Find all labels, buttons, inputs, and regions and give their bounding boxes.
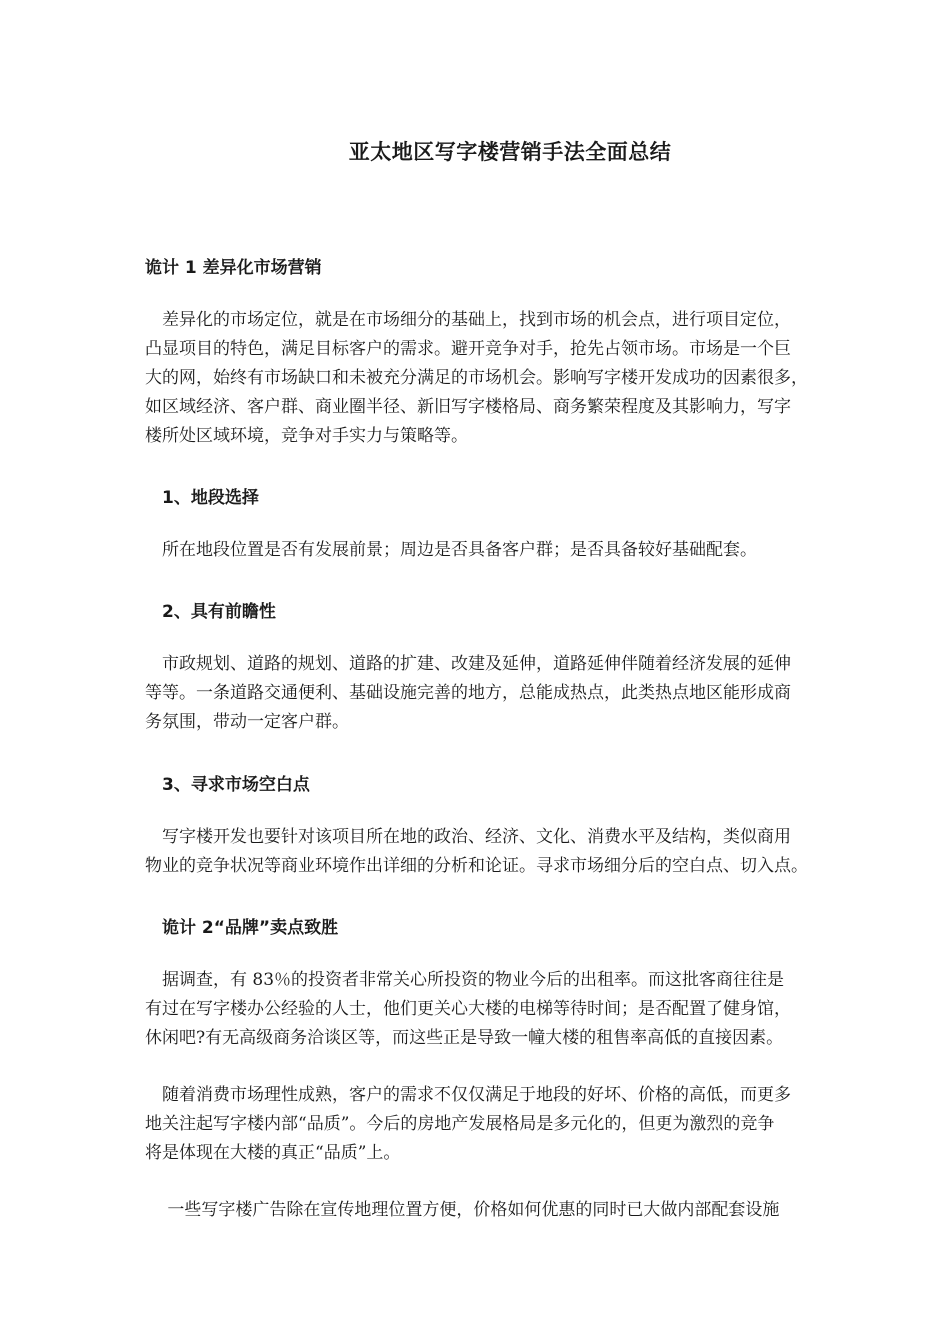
paragraph-line: 一些写字楼广告除在宣传地理位置方便，价格如何优惠的同时已大做内部配套设施 — [145, 1200, 780, 1220]
paragraph-line: 等等。一条道路交通便利、基础设施完善的地方，总能成热点，此类热点地区能形成商 — [145, 683, 791, 703]
item2-heading: 2、具有前瞻性 — [162, 602, 276, 622]
section1-heading: 诡计 1 差异化市场营销 — [145, 258, 322, 278]
paragraph-line: 将是体现在大楼的真正“品质”上。 — [145, 1143, 401, 1163]
item1-heading: 1、地段选择 — [162, 488, 259, 508]
section2-paragraph-2 — [145, 1081, 890, 1168]
paragraph-line: 据调查，有 83％的投资者非常关心所投资的物业今后的出租率。而这批客商往往是 — [145, 970, 785, 990]
document-title: 亚太地区写字楼营销手法全面总结 — [348, 140, 672, 164]
paragraph-line: 务氛围，带动一定客户群。 — [145, 712, 349, 732]
item1-paragraph — [145, 536, 890, 565]
section2-paragraph-3 — [145, 1196, 890, 1225]
paragraph-line: 凸显项目的特色，满足目标客户的需求。避开竞争对手，抢先占领市场。市场是一个巨 — [145, 339, 791, 359]
item3-paragraph — [145, 823, 890, 881]
paragraph-line: 物业的竞争状况等商业环境作出详细的分析和论证。寻求市场细分后的空白点、切入点。 — [145, 856, 808, 876]
paragraph-line: 写字楼开发也要针对该项目所在地的政治、经济、文化、消费水平及结构，类似商用 — [145, 827, 791, 847]
paragraph-line: 地关注起写字楼内部“品质”。今后的房地产发展格局是多元化的，但更为激烈的竞争 — [145, 1114, 775, 1134]
paragraph-line: 大的网，始终有市场缺口和未被充分满足的市场机会。影响写字楼开发成功的因素很多， — [145, 368, 808, 388]
paragraph-line: 休闲吧?有无高级商务洽谈区等，而这些正是导致一幢大楼的租售率高低的直接因素。 — [145, 1028, 784, 1048]
paragraph-line: 差异化的市场定位，就是在市场细分的基础上，找到市场的机会点，进行项目定位， — [145, 310, 791, 330]
section2-heading: 诡计 2“品牌”卖点致胜 — [162, 918, 339, 938]
item3-heading: 3、寻求市场空白点 — [162, 775, 310, 795]
paragraph-line: 所在地段位置是否有发展前景；周边是否具备客户群；是否具备较好基础配套。 — [145, 540, 757, 560]
item2-paragraph — [145, 650, 890, 737]
paragraph-line: 市政规划、道路的规划、道路的扩建、改建及延伸，道路延伸伴随着经济发展的延伸 — [145, 654, 791, 674]
paragraph-line: 有过在写字楼办公经验的人士，他们更关心大楼的电梯等待时间；是否配置了健身馆， — [145, 999, 791, 1019]
section1-paragraph — [145, 306, 890, 451]
paragraph-line: 如区域经济、客户群、商业圈半径、新旧写字楼格局、商务繁荣程度及其影响力，写字 — [145, 397, 791, 417]
paragraph-line: 随着消费市场理性成熟，客户的需求不仅仅满足于地段的好坏、价格的高低，而更多 — [145, 1085, 791, 1105]
paragraph-line: 楼所处区域环境，竞争对手实力与策略等。 — [145, 426, 468, 446]
section2-paragraph-1 — [145, 966, 890, 1053]
